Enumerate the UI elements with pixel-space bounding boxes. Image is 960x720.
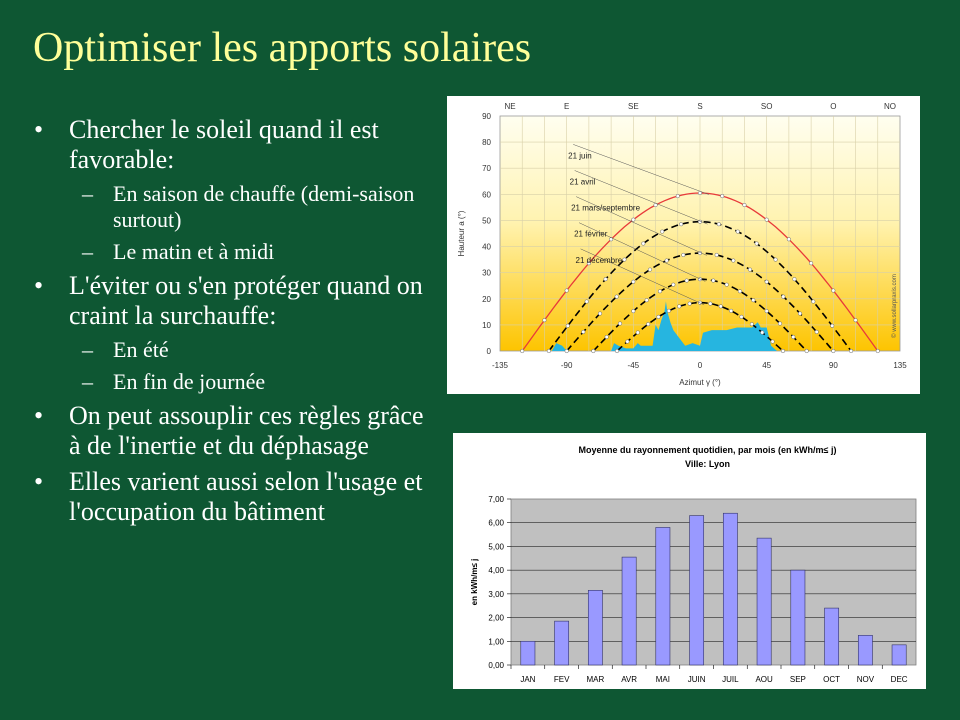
hour-point	[732, 259, 736, 263]
hour-point	[623, 258, 627, 262]
hour-point	[682, 253, 686, 257]
hour-point	[592, 349, 596, 353]
bullet-text: En été	[113, 337, 169, 362]
bar-aou	[757, 538, 771, 665]
x-tick-label: MAI	[655, 675, 670, 684]
hour-point	[815, 330, 819, 334]
x-axis-title: Azimut γ (°)	[679, 378, 721, 387]
x-tick-label: JUIL	[722, 675, 739, 684]
hour-point	[782, 295, 786, 299]
hour-point	[719, 305, 723, 309]
dash-marker: –	[82, 181, 93, 206]
direction-label: SE	[627, 102, 639, 111]
hour-point	[618, 322, 622, 326]
hour-point	[854, 318, 858, 322]
sub-bullet-item	[32, 181, 437, 233]
hour-point	[615, 349, 619, 353]
hour-point	[632, 309, 636, 313]
hour-point	[585, 300, 589, 304]
y-tick-label: 7,00	[488, 495, 504, 504]
x-tick-label: 135	[893, 361, 907, 370]
radiation-chart-panel	[453, 433, 926, 689]
hour-point	[547, 349, 551, 353]
hour-point	[642, 242, 646, 246]
plot-area	[511, 499, 916, 665]
x-tick-label: NOV	[856, 675, 875, 684]
bar-mar	[588, 590, 602, 665]
hour-point	[712, 279, 716, 283]
hour-point	[725, 283, 729, 287]
hour-point	[520, 349, 524, 353]
x-tick-label: FEV	[553, 675, 570, 684]
hour-point	[849, 349, 853, 353]
hour-point	[781, 349, 785, 353]
y-tick-label: 6,00	[488, 518, 504, 528]
x-tick-label: JUIN	[687, 675, 706, 684]
hour-point	[605, 335, 609, 339]
hour-point	[615, 295, 619, 299]
hour-point	[566, 324, 570, 328]
bullet-text: En fin de journée	[113, 369, 266, 394]
bullet-text: Le matin et à midi	[113, 239, 275, 264]
x-tick-label: MAR	[586, 675, 605, 684]
hour-point	[876, 349, 880, 353]
y-tick-label: 60	[482, 190, 491, 200]
hour-point	[582, 330, 586, 334]
hour-point	[665, 259, 669, 263]
hour-point	[645, 298, 649, 302]
bullet-list	[32, 115, 437, 533]
y-tick-label: 2,00	[488, 613, 504, 623]
hour-point	[632, 280, 636, 284]
hour-point	[765, 280, 769, 284]
hour-point	[660, 230, 664, 234]
hour-point	[765, 218, 769, 222]
hour-point	[748, 268, 752, 272]
hour-point	[679, 222, 683, 226]
y-tick-label: 50	[482, 216, 491, 226]
bullet-text: Chercher le soleil quand il est favorable:	[69, 115, 379, 174]
y-tick-label: 80	[482, 138, 491, 148]
hour-point	[677, 305, 681, 309]
hour-point	[657, 315, 661, 319]
dash-marker: –	[82, 337, 93, 362]
bullet-item	[32, 271, 437, 331]
hour-point	[565, 349, 569, 353]
credit-text: © www.sollarpraxis.com	[892, 274, 898, 338]
hour-point	[715, 253, 719, 257]
hour-point	[792, 335, 796, 339]
x-tick-label: 45	[762, 361, 772, 370]
hour-point	[676, 194, 680, 198]
hour-point	[812, 300, 816, 304]
series-label: 21 mars/septembre	[571, 203, 641, 213]
x-tick-label: -45	[627, 361, 640, 370]
y-axis-title: en kWh/m≤ j	[470, 558, 479, 606]
hour-point	[636, 331, 640, 335]
sun-path-chart-panel	[447, 96, 920, 394]
bullet-text: Elles varient aussi selon l'usage et l'occupation du bâtiment	[69, 467, 423, 526]
hour-point	[809, 261, 813, 265]
hour-point	[793, 277, 797, 281]
hour-point	[830, 324, 834, 328]
x-tick-label: OCT	[823, 675, 841, 684]
y-tick-label: 40	[482, 242, 491, 252]
y-axis-title: Hauteur a (°)	[457, 210, 466, 257]
hour-point	[672, 283, 676, 287]
sub-bullet-item	[32, 337, 437, 363]
chart-subtitle: Ville: Lyon	[684, 459, 731, 469]
y-tick-label: 30	[482, 268, 491, 278]
hour-point	[667, 309, 671, 313]
hour-point	[752, 298, 756, 302]
dash-marker: –	[82, 369, 93, 394]
bullet-item	[32, 401, 437, 461]
hour-point	[717, 222, 721, 226]
x-tick-label: AOU	[755, 675, 773, 684]
x-tick-label: 0	[697, 361, 703, 370]
hour-point	[626, 340, 630, 344]
hour-point	[778, 322, 782, 326]
bullet-marker: •	[34, 115, 44, 144]
x-tick-label: DEC	[890, 675, 908, 684]
hour-point	[832, 349, 836, 353]
hour-point	[658, 289, 662, 293]
direction-label: O	[830, 102, 837, 111]
series-label: 21 décembre	[575, 255, 623, 265]
direction-label: NE	[504, 102, 516, 111]
bullet-text: On peut assouplir ces règles grâce à de l'inertie et du déphasage	[69, 401, 424, 460]
x-tick-label: SEP	[789, 675, 806, 684]
hour-point	[632, 218, 636, 222]
bar-juil	[723, 513, 737, 665]
y-tick-label: 70	[482, 164, 491, 174]
x-tick-label: 90	[828, 361, 838, 370]
hour-point	[740, 315, 744, 319]
x-tick-label: -135	[491, 361, 509, 370]
hour-point	[774, 258, 778, 262]
hour-point	[798, 312, 802, 316]
series-label: 21 avril	[569, 177, 596, 187]
sub-bullet-item	[32, 369, 437, 395]
hour-point	[750, 322, 754, 326]
hour-point	[598, 312, 602, 316]
y-tick-label: 90	[482, 112, 491, 121]
y-tick-label: 0,00	[488, 661, 504, 670]
bullet-item	[32, 115, 437, 175]
bullet-marker: •	[34, 401, 44, 430]
y-tick-label: 3,00	[488, 589, 504, 599]
bullet-marker: •	[34, 271, 44, 300]
hour-point	[743, 203, 747, 207]
direction-label: SO	[760, 102, 773, 111]
hour-point	[755, 242, 759, 246]
bullet-item	[32, 467, 437, 527]
sun-path-chart	[447, 96, 920, 394]
bar-avr	[622, 557, 636, 665]
radiation-bar-chart	[453, 433, 926, 689]
hour-point	[832, 289, 836, 293]
bar-fev	[555, 621, 569, 665]
x-tick-label: JAN	[520, 675, 536, 684]
series-label: 21 juin	[568, 151, 592, 161]
direction-label: E	[563, 102, 570, 111]
x-tick-label: AVR	[621, 675, 638, 684]
bullet-text: En saison de chauffe (demi-saison surtout)	[113, 181, 415, 232]
y-tick-label: 1,00	[488, 637, 504, 647]
hour-point	[771, 340, 775, 344]
bar-nov	[858, 635, 872, 665]
hour-point	[565, 289, 569, 293]
bar-jan	[521, 641, 535, 665]
hour-point	[604, 277, 608, 281]
hour-point	[736, 230, 740, 234]
hour-point	[688, 302, 692, 306]
y-tick-label: 5,00	[488, 542, 504, 552]
y-tick-label: 0	[486, 347, 491, 356]
hour-point	[765, 309, 769, 313]
bar-mai	[656, 527, 670, 665]
y-tick-label: 10	[482, 320, 491, 330]
y-tick-label: 20	[482, 294, 491, 304]
bullet-text: L'éviter ou s'en protéger quand on craint la surchauffe:	[69, 271, 423, 330]
chart-title: Moyenne du rayonnement quotidien, par mois (en kWh/m≤ j)	[578, 445, 837, 455]
direction-label: S	[697, 102, 703, 111]
y-tick-label: 4,00	[488, 566, 504, 576]
bullet-marker: •	[34, 467, 44, 496]
hour-point	[709, 302, 713, 306]
direction-label: NO	[884, 102, 896, 111]
bar-oct	[825, 608, 839, 665]
hour-point	[543, 318, 547, 322]
hour-point	[738, 289, 742, 293]
bar-dec	[892, 645, 906, 665]
hour-point	[805, 349, 809, 353]
dash-marker: –	[82, 239, 93, 264]
hour-point	[729, 309, 733, 313]
x-tick-label: -90	[560, 361, 573, 370]
hour-point	[720, 194, 724, 198]
slide-title: Optimiser les apports solaires	[33, 25, 532, 71]
bar-sep	[791, 570, 805, 665]
sub-bullet-item	[32, 239, 437, 265]
hour-point	[787, 237, 791, 241]
bar-juin	[690, 516, 704, 665]
hour-point	[760, 331, 764, 335]
series-label: 21 février	[574, 229, 608, 239]
hour-point	[648, 268, 652, 272]
hour-point	[646, 322, 650, 326]
hour-point	[685, 279, 689, 283]
